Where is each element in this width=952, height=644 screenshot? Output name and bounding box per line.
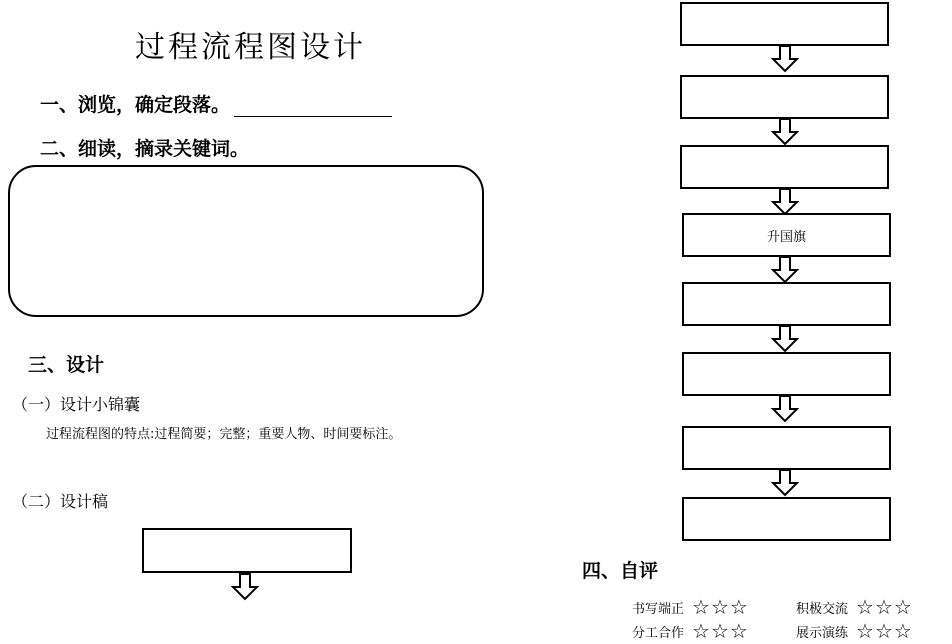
eval-label: 书写端正 [632, 601, 685, 617]
down-arrow-icon [231, 573, 259, 601]
section-keywords-label: 二、细读，摘录关键词。 [40, 138, 250, 160]
down-arrow-icon [771, 325, 799, 353]
section-design-label: 三、设计 [28, 354, 105, 376]
tips-heading: （一）设计小锦囊 [12, 395, 141, 414]
flow-box[interactable] [682, 426, 891, 470]
section-browse-label: 一、浏览，确定段落。 [40, 94, 231, 116]
draft-heading: （二）设计稿 [12, 492, 109, 511]
down-arrow-icon [771, 469, 799, 497]
keywords-box[interactable] [8, 165, 484, 317]
flow-box[interactable] [680, 145, 889, 189]
eval-item [632, 595, 749, 619]
eval-item [632, 619, 749, 643]
star-rating-icon[interactable]: ☆☆☆ [856, 595, 913, 619]
section-self-eval-label: 四、自评 [582, 560, 659, 582]
flow-box[interactable] [680, 75, 889, 119]
page-title: 过程流程图设计 [135, 30, 366, 65]
down-arrow-icon [771, 188, 799, 216]
star-rating-icon[interactable]: ☆☆☆ [856, 619, 913, 643]
flow-box[interactable] [682, 497, 891, 541]
flow-box[interactable]: 升国旗 [682, 213, 891, 257]
eval-label: 展示演练 [796, 625, 849, 641]
draft-flow-box[interactable] [142, 528, 352, 573]
tips-text: 过程流程图的特点:过程简要；完整；重要人物、时间要标注。 [46, 427, 402, 442]
eval-label: 积极交流 [796, 601, 849, 617]
down-arrow-icon [771, 395, 799, 423]
flow-box[interactable] [682, 282, 891, 326]
down-arrow-icon [771, 256, 799, 284]
star-rating-icon[interactable]: ☆☆☆ [692, 619, 749, 643]
flow-box[interactable] [682, 352, 891, 396]
eval-item [796, 619, 913, 643]
star-rating-icon[interactable]: ☆☆☆ [692, 595, 749, 619]
down-arrow-icon [771, 118, 799, 146]
eval-label: 分工合作 [632, 625, 685, 641]
down-arrow-icon [771, 45, 799, 73]
paragraph-answer-blank[interactable] [234, 96, 392, 117]
section-browse [40, 90, 392, 117]
flow-box[interactable] [680, 2, 889, 46]
eval-item [796, 595, 913, 619]
